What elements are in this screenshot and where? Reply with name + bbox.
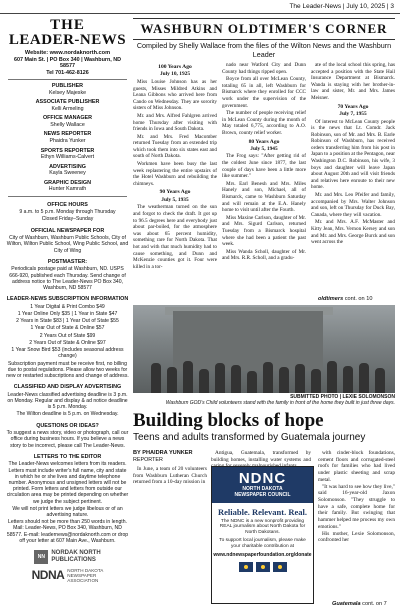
oldtimers-paragraph: nado near Watford City and Dunn County had things ripped open. [222,62,306,75]
staff-role: ADVERTISING [49,163,86,170]
oldtimers-paragraph: The number of people receiving relief in McLean County during the month of May totaled 6,775, according to A.O. Brown, county relief worker. [222,110,306,136]
story-photo [133,305,395,393]
years-ago-date: July 5, 1945 [250,145,278,152]
flag-icon [256,562,270,572]
story-paragraph: "It was hard to see how they live," said 16-year-old Jaxon Solomonson. "They struggle to have a safe, complete home for their family. But swinging that hammer helped me process my own emotions." [318,483,395,530]
info-text: 1 Year Online Only $35 | 1 Year in State $47 [17,311,118,318]
info-text: Leader-News classified advertising deadline is 3 p.m. on Monday. Regular and display & ad notice deadline is 5 p.m. Monday. [7,391,128,411]
info-heading: LETTERS TO THE EDITOR [33,453,102,460]
staff-name: Kelsey Majeske [48,89,87,96]
story-headline: Building blocks of hope [133,410,324,431]
ndnc-advertisement[interactable] [211,466,314,604]
years-ago-heading: 100 Years Ago [158,64,192,70]
ndnc-donate-link[interactable]: www.ndnewspaperfoundation.org/donate [213,552,312,559]
info-heading: OFFICE HOURS [47,201,88,208]
nordak-line1: NORDAK NORTH [51,550,101,557]
info-text: 1 Year Snow Bird $53 (includes seasonal address change) [11,347,124,360]
info-text: We will not print letters we judge libelous or of an advertising nature. [12,505,123,518]
years-ago-heading: 70 Years Ago [337,103,369,110]
years-ago-heading: 90 Years Ago [159,189,191,196]
staff-name: Ethyn Williams-Calvert [40,154,95,161]
staff-name: Hunter Kamrath [48,186,87,193]
oldtimers-jump-line[interactable] [318,296,372,302]
info-list [6,202,129,544]
masthead-website[interactable]: Website: www.nordaknorth.com [24,49,111,56]
oldtimers-paragraph: Mr. and Mrs. Alfred Fahlgren arrived home Thursday after visiting with friends in Iowa and South Dakota. [133,112,217,133]
info-text: 2 Years in State $83 | 1 Year Out of State $55 [16,318,119,325]
nordak-north-logo [34,550,100,564]
ndnc-full-name [214,487,311,499]
oldtimers-paragraph: Mr. and Mrs. Leo Pfeifer and family, accompanied by Mrs. Walter Johnson and son, left on Thursday for Duck Bay, Canada, where they will vacation. [311,192,395,218]
info-text: Letters should not be more than 250 words in length. Mail: Leader-News, PO Box 340, Washburn, ND 58577. E-mail: leadernews@nordaknorth.com or drop off your letter at 607 Main Ave., Washburn. [6,519,129,544]
masthead-telephone: Tel 701-462-8126 [46,69,89,76]
oldtimers-title: WASHBURN OLDTIMER'S CORNER [140,21,388,36]
staff-name: Shelly Wallace [50,122,85,129]
ndnc-header [212,467,313,503]
oldtimers-jump-word: oldtimers [318,296,344,302]
story-jump-line[interactable] [332,601,387,607]
story-byline: BY PHAIDRA YUNKER [133,450,193,456]
staff-role: PUBLISHER [51,83,84,90]
oldtimers-paragraph: Miss Louise Johnson has as her guests, Misses Mildred Atkins and Leana Gibbons who arrived here from Cando on Wednesday. They are sorority sisters of Miss Johnson. [133,78,217,112]
info-text: The Leader-News welcomes letters from its readers. Letters must include writer's full name, city and state in which he or she lives and daytime telephone number. Anonymous and unsigned letters will not be printed. Form letters and letters from outside our circulation area may be printed depending on whether we judge the subject pertinent. [6,461,129,505]
oldtimers-paragraph: Workmen have been busy the last week replastering the entire upstairs of the Hotel Washburn and rebuilding the chimneys. [133,161,217,187]
ndnc-tagline: Reliable. Relevant. Real. [218,506,307,517]
info-heading: CLASSIFIED AND DISPLAY ADVERTISING [13,384,122,391]
years-ago-date: July 5, 1935 [161,196,189,203]
oldtimers-paragraph: The Frog says: "After getting rid of the coldest June since 1877, the last couple of days have been a little more like summer." [222,153,306,180]
staff-divider [8,196,127,197]
info-heading: LEADER-NEWS SUBSCRIPTION INFORMATION [6,296,129,303]
ndna-line1: NORTH DAKOTA [67,567,104,573]
info-text: 2 Years Out of State $99 [39,332,96,339]
story-subhead: Teens and adults transformed by Guatemala journey [133,432,366,443]
ndna-logo [32,568,104,583]
oldtimers-jump-page: cont. on 10 [344,296,373,302]
story-paragraph: Antigua, Guatemala, transformed by building homes, installing water systems and [211,450,311,463]
info-text: 1 Year Digital & Print Combo $49 [30,303,105,310]
oldtimers-paragraph: Boyce from all over McLean County, totaling 65 in all, left Washburn for Bismarck where they enrolled for CCC work under the supervision of the government. [222,76,306,109]
staff-role: ASSOCIATE PUBLISHER [35,99,100,106]
info-text: The Wilton deadline is 5 p.m. on Wednesday. [16,411,119,418]
years-ago-date: July 10, 1925 [159,71,191,78]
story-paragraph: In June, a team of 20 volunteers from Washburn Lutheran Church returned from a 10-day mission in [133,465,207,486]
ndna-mark: NDNA [31,568,65,583]
info-text: To suggest a news story, video or photograph, call our office during business hours. If you believe a news story to be incorrect, please call The Leader-News. [6,430,129,449]
nordak-line2: PUBLICATIONS [51,556,96,563]
staff-name: Kelli Armeling [51,105,84,112]
ndnc-body-support: To support local journalism, please make your charitable contribution at [219,538,306,550]
oldtimers-column-3 [311,62,395,304]
page-topline: The Leader-News | July 10, 2025 | 3 [0,0,400,14]
info-text: 2 Years Out of State & Online $97 [29,339,106,346]
ndnc-body: The NDNC is a new nonprofit providing REAL journalism about North Dakota for North Dakotans. [219,518,306,536]
masthead-the: THE [50,17,85,33]
info-text: Periodicals postage paid at Washburn, ND. USPS 666-920, published each Thursday. Send change of address notice to The Leader-News PO Box 340, Washburn, ND 58577 [9,266,126,292]
oldtimers-paragraph: Mrs. Earl Benesh and Mrs. Miles Hanely and son, Michael, all of Bismarck, came to Washburn Saturday and will remain at the E.A. Hanely home to visit until after the Fourth. [222,180,306,214]
ndnc-logo: NDNC [238,470,287,487]
story-jump-word: Guatemala [332,601,361,607]
nordak-mark-icon: NN [34,550,48,564]
ndnc-full-name-line: NEWSPAPER COUNCIL [234,491,291,498]
oldtimers-paragraph: The weatherman turned on the sun and forgot to check the draft. It got up to 96.5 degrees here and everybody just about par-boiled, for the atmosphere was about 65 percent humidity, something rare for North Dakota. That hot and with that much humidity had to cause something, and Dunn and McKenzie counties got it. Four were killed in a tor- [133,204,217,270]
flag-icon [273,562,287,572]
staff-role: OFFICE MANAGER [42,115,93,122]
masthead-name: LEADER-NEWS [8,32,127,48]
photo-caption: Washburn GOD's Child volunteers stand with the family in front of the home they built in just three days. [165,400,395,406]
oldtimers-compiled-by: Compiled by Shelly Wallace from the files of the Wilton News and the Washburn Leader [136,41,392,59]
story-paragraph: His mother, Lexie Solomonson, confronted her [318,530,395,544]
staff-role: GRAPHIC DESIGN [43,179,92,186]
staff-role: SPORTS REPORTER [40,147,95,154]
info-heading: POSTMASTER: [47,258,88,265]
info-text: Subscription payment must be receive first, no billing due to postal regulations. Please allow two weeks for new or restarted subscriptions and change of address. [6,360,129,379]
years-ago-date: July 7, 1955 [339,110,367,117]
ndnc-flags [212,562,313,572]
oldtimers-paragraph: Of interest to McLean County people is the news that Lt. Comdr. Jack Robinson, son of Mr. and Mrs. B. Earle Robinson of Washburn, has received orders transferring him from his post in Japan to a position at the Pentagon, near Washington D.C. Robinson, his wife, 3 boys and daughter will leave Japan about August 20th and will visit friends and relatives here enroute to their new home. [311,118,395,191]
ndna-line3: ASSOCIATION [67,578,99,584]
oldtimers-banner [133,18,395,40]
story-column-1 [133,450,207,606]
staff-name: Phaidra Yunker [49,138,86,145]
ndnc-full-name-line: NORTH DAKOTA [242,486,283,492]
masthead-divider [8,79,127,80]
info-text: 1 Year Out of State & Online $57 [30,325,105,332]
info-heading: QUESTIONS OR IDEAS? [36,422,99,429]
publisher-logos [6,550,129,583]
staff-name: Kayla Sweeney [49,170,86,177]
masthead-address: 607 Main St. | PO Box 340 | Washburn, ND 58577 [13,56,122,70]
oldtimers-columns [133,62,395,304]
staff-list [6,83,129,192]
oldtimers-column-1 [133,62,217,304]
years-ago-heading: 80 Years Ago [248,138,280,145]
masthead-column [6,18,129,608]
info-text: City of Washburn, Washburn Public Schools, City of Wilton, Wilton Public School, Wing Public School, and City of Wing [6,235,129,254]
story-column-2 [211,450,311,466]
oldtimers-paragraph: Miss Maxine Carlson, daughter of Mr. and Mrs. Sigurd Carlson, returned Tuesday from a Bismarck hospital where she had been a patient the past week. [222,214,306,248]
oldtimers-paragraph: Mr. and Mrs. Fred Macomber returned Tuesday from an extended trip which took them into six states east and south of North Dakota. [133,133,217,160]
oldtimers-paragraph: ate of the local school this spring, has accepted a position with the State Hail Insurance Department at Bismarck. Wanda is staying with her brother-in-law and sister, Mr. and Mrs. James Meisner. [311,62,395,101]
story-paragraph: with cinder-block foundations, cement floors and corrugated-steel roofs for families who had lived under plastic sheeting and scrap metal. [318,450,395,483]
flag-icon [239,562,253,572]
oldtimers-column-2 [222,62,306,304]
oldtimers-paragraph: Mr. and Mrs. A.F. McMaster and Kitty Jean, Mrs. Vernon Kersey and son and Mr. and Mrs. George Burck and son went across the [311,219,395,246]
oldtimers-paragraph: Miss Wanda Scholl, daughter of Mr. and Mrs. R.R. Scholl, and a gradu- [222,248,306,262]
info-heading: OFFICIAL NEWSPAPER FOR [30,227,105,234]
photo-credit: SUBMITTED PHOTO | LEXIE SOLOMONSON [290,394,395,400]
story-column-3 [318,450,395,600]
story-byline-role: REPORTER [133,457,163,464]
staff-role: NEWS REPORTER [43,131,92,138]
info-text: 9 a.m. to 5 p.m. Monday through Thursday [19,209,116,216]
story-jump-page: cont. on 7 [362,601,387,607]
info-text: Closed Friday–Sunday [41,216,94,223]
ndna-line2: NEWSPAPER [67,573,97,578]
